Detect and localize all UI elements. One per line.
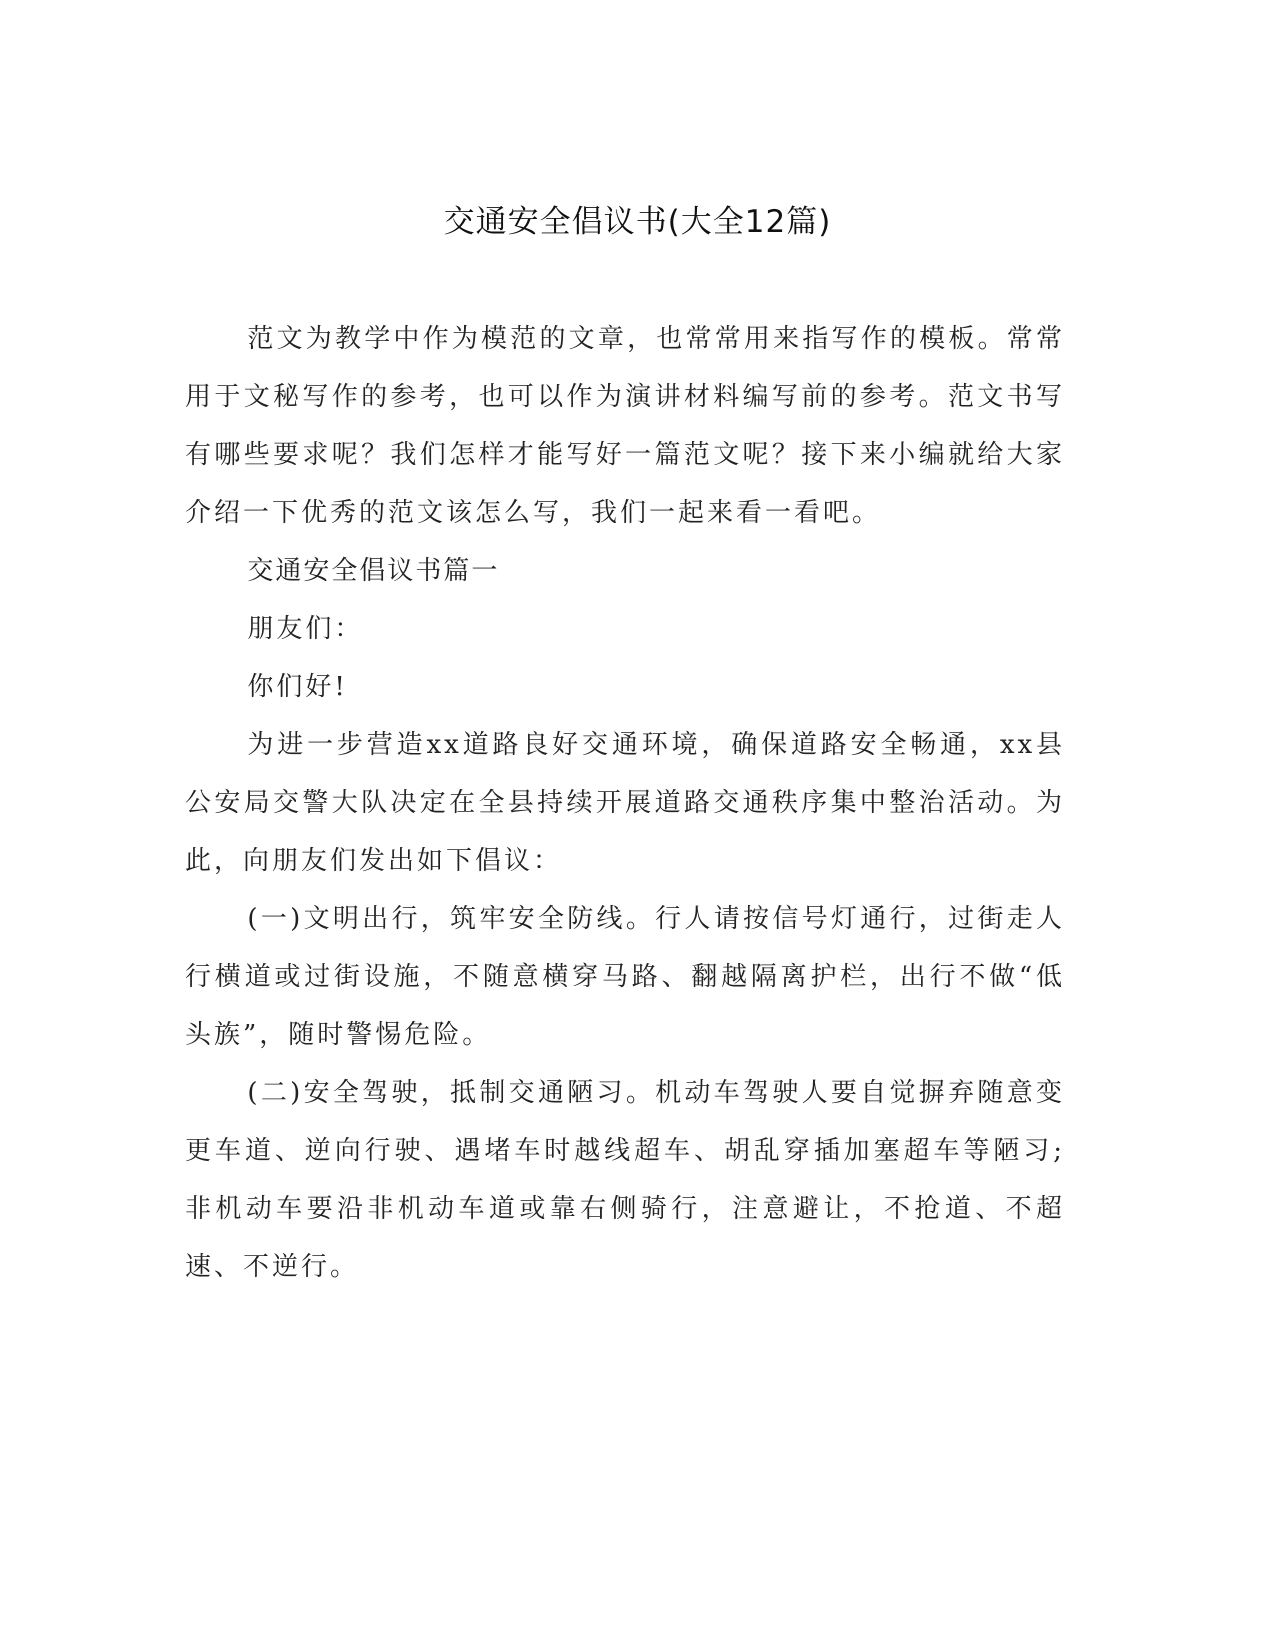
- section-heading: 交通安全倡议书篇一: [247, 556, 500, 586]
- document-body: [185, 310, 1065, 1296]
- salutation: 朋友们：: [247, 614, 364, 644]
- intro-paragraph: 范文为教学中作为模范的文章，也常常用来指写作的模板。常常用于文秘写作的参考，也可以作为演讲材料编写前的参考。范文书写有哪些要求呢？我们怎样才能写好一篇范文呢？接下来小编就给大家介绍一下优秀的范文该怎么写，我们一起来看一看吧。: [185, 324, 1065, 528]
- proposal-item-1: (一)文明出行，筑牢安全防线。行人请按信号灯通行，过街走人行横道或过街设施，不随意横穿马路、翻越隔离护栏，出行不做“低头族”，随时警惕危险。: [185, 904, 1065, 1050]
- proposal-item-2: (二)安全驾驶，抵制交通陋习。机动车驾驶人要自觉摒弃随意变更车道、逆向行驶、遇堵车时越线超车、胡乱穿插加塞超车等陋习;非机动车要沿非机动车道或靠右侧骑行，注意避让，不抢道、不超速、不逆行。: [185, 1078, 1065, 1282]
- document-title: 交通安全倡议书(大全12篇): [443, 204, 832, 240]
- body-paragraph: 为进一步营造xx道路良好交通环境，确保道路安全畅通，xx县公安局交警大队决定在全县持续开展道路交通秩序集中整治活动。为此，向朋友们发出如下倡议：: [185, 730, 1065, 876]
- greeting: 你们好!: [247, 672, 348, 702]
